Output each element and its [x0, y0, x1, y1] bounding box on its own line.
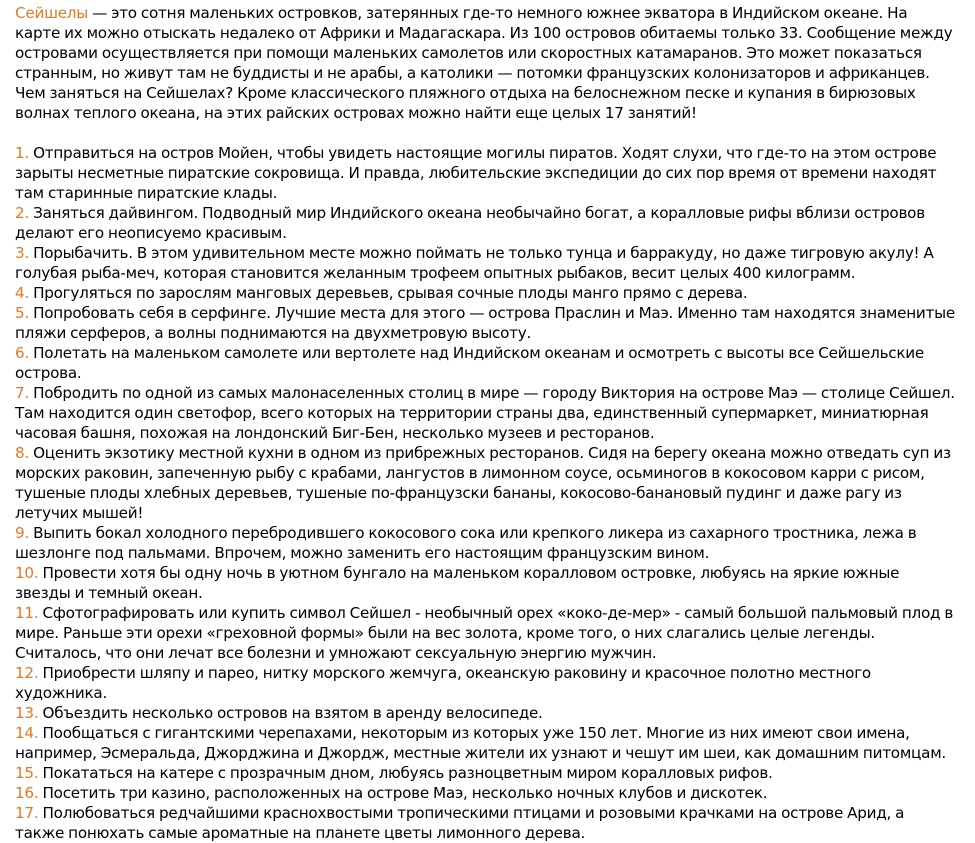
- item-number: 1.: [15, 144, 29, 162]
- list-item: [15, 563, 956, 603]
- item-number: 4.: [15, 284, 29, 302]
- list-item: [15, 663, 956, 703]
- item-text: Порыбачить. В этом удивительном месте можно поймать не только тунца и барракуду, но даже тигровую акулу! А голубая рыба-меч, которая становится желанным трофеем опытных рыбаков, весит целых 400 килограмм.: [15, 244, 934, 282]
- intro-paragraph: [15, 3, 956, 83]
- intro-question: Чем заняться на Сейшелах? Кроме классического пляжного отдыха на белоснежном песке и купания в бирюзовых волнах теплого океана, на этих райских островах можно найти еще целых 17 занятий!: [15, 84, 916, 122]
- list-item: [15, 703, 956, 723]
- item-text: Приобрести шляпу и парео, нитку морского жемчуга, океанскую раковину и красочное полотно местного художника.: [15, 664, 871, 702]
- item-text: Отправиться на остров Мойен, чтобы увидеть настоящие могилы пиратов. Ходят слухи, что где-то на этом острове зарыты несметные пиратские сокровища. И правда, любительские экспедиции до сих пор время от времени находят там старинные пиратские клады.: [15, 144, 937, 202]
- item-number: 16.: [15, 784, 39, 802]
- list-item: [15, 203, 956, 243]
- item-text: Пообщаться с гигантскими черепахами, некоторым из которых уже 150 лет. Многие из них имеют свои имена, например, Эсмеральда, Джорджина и Джордж, местные жители их узнают и чешут им шеи, как домашним питомцам.: [15, 724, 946, 762]
- item-number: 14.: [15, 724, 39, 742]
- list-item: [15, 723, 956, 763]
- item-text: Полетать на маленьком самолете или вертолете над Индийском океанам и осмотреть с высоты все Сейшельские острова.: [15, 344, 925, 382]
- item-number: 5.: [15, 304, 29, 322]
- list-item: [15, 763, 956, 783]
- list-item: [15, 143, 956, 203]
- item-number: 13.: [15, 704, 39, 722]
- intro-paragraph-text: — это сотня маленьких островков, затерянных где-то немного южнее экватора в Индийском океане. На карте их можно отыскать недалеко от Африки и Мадагаскара. Из 100 островов обитаемы только 33. Сообщение между островами осуществляется при помощи маленьких самолетов или скоростных катамаранов. Это может показаться странным, но живут там не буддисты и не арабы, а католики — потомки французских колонизаторов и африканцев.: [15, 4, 953, 82]
- item-text: Посетить три казино, расположенных на острове Маэ, несколько ночных клубов и дискотек.: [38, 784, 768, 802]
- intro: [15, 3, 956, 123]
- item-number: 2.: [15, 204, 29, 222]
- item-number: 11.: [15, 604, 39, 622]
- list-item: [15, 783, 956, 803]
- item-text: Покататься на катере с прозрачным дном, любуясь разноцветным миром коралловых рифов.: [38, 764, 773, 782]
- item-number: 7.: [15, 384, 29, 402]
- activity-list: [15, 143, 956, 843]
- item-text: Объездить несколько островов на взятом в аренду велосипеде.: [38, 704, 543, 722]
- item-number: 12.: [15, 664, 39, 682]
- item-text: Побродить по одной из самых малонаселенных столиц в мире — городу Виктория на острове Маэ — столице Сейшел. Там находится один светофор, всего которых на территории страны два, единственный супермаркет, миниатюрная часовая башня, похожая на лондонский Биг-Бен, несколько музеев и ресторанов.: [15, 384, 955, 442]
- item-text: Сфотографировать или купить символ Сейшел - необычный орех «коко-де-мер» - самый большой пальмовый плод в мире. Раньше эти орехи «греховной формы» были на вес золота, кроме того, о них слагались целые легенды. Считалось, что они лечат все болезни и умножают сексуальную энергию мужчин.: [15, 604, 954, 662]
- list-item: [15, 523, 956, 563]
- list-item: [15, 603, 956, 663]
- item-number: 15.: [15, 764, 39, 782]
- item-text: Попробовать себя в серфинге. Лучшие места для этого — острова Праслин и Маэ. Именно там находятся знаменитые пляжи серферов, а волны поднимаются на двухметровую высоту.: [15, 304, 955, 342]
- item-number: 3.: [15, 244, 29, 262]
- paragraph-spacer: [15, 123, 956, 143]
- item-number: 17.: [15, 804, 39, 822]
- list-item: [15, 383, 956, 443]
- item-text: Провести хотя бы одну ночь в уютном бунгало на маленьком коралловом островке, любуясь на яркие южные звезды и темный океан.: [15, 564, 900, 602]
- list-item: [15, 343, 956, 383]
- item-text: Оценить экзотику местной кухни в одном из прибрежных ресторанов. Сидя на берегу океана можно отведать суп из морских раковин, запеченную рыбу с крабами, лангустов в лимонном соусе, осьминогов в кокосовом карри с рисом, тушеные плоды хлебных деревьев, тушеные по-французски бананы, кокосово-банановый пудинг и даже рагу из летучих мышей!: [15, 444, 951, 522]
- list-item: [15, 283, 956, 303]
- list-item: [15, 303, 956, 343]
- seychelles-highlight: Сейшелы: [15, 4, 89, 22]
- item-text: Полюбоваться редчайшими краснохвостыми тропическими птицами и розовыми крачками на острове Арид, а также понюхать самые ароматные на планете цветы лимонного дерева.: [15, 804, 905, 842]
- item-number: 10.: [15, 564, 39, 582]
- item-number: 9.: [15, 524, 29, 542]
- list-item: [15, 243, 956, 283]
- item-number: 8.: [15, 444, 29, 462]
- item-text: Выпить бокал холодного перебродившего кокосового сока или крепкого ликера из сахарного тростника, лежа в шезлонге под пальмами. Впрочем, можно заменить его настоящим французским вином.: [15, 524, 917, 562]
- list-item: [15, 803, 956, 843]
- item-number: 6.: [15, 344, 29, 362]
- item-text: Прогуляться по зарослям манговых деревьев, срывая сочные плоды манго прямо с дерева.: [29, 284, 748, 302]
- item-text: Заняться дайвингом. Подводный мир Индийского океана необычайно богат, а коралловые рифы вблизи островов делают его неописуемо красивым.: [15, 204, 925, 242]
- list-item: [15, 443, 956, 523]
